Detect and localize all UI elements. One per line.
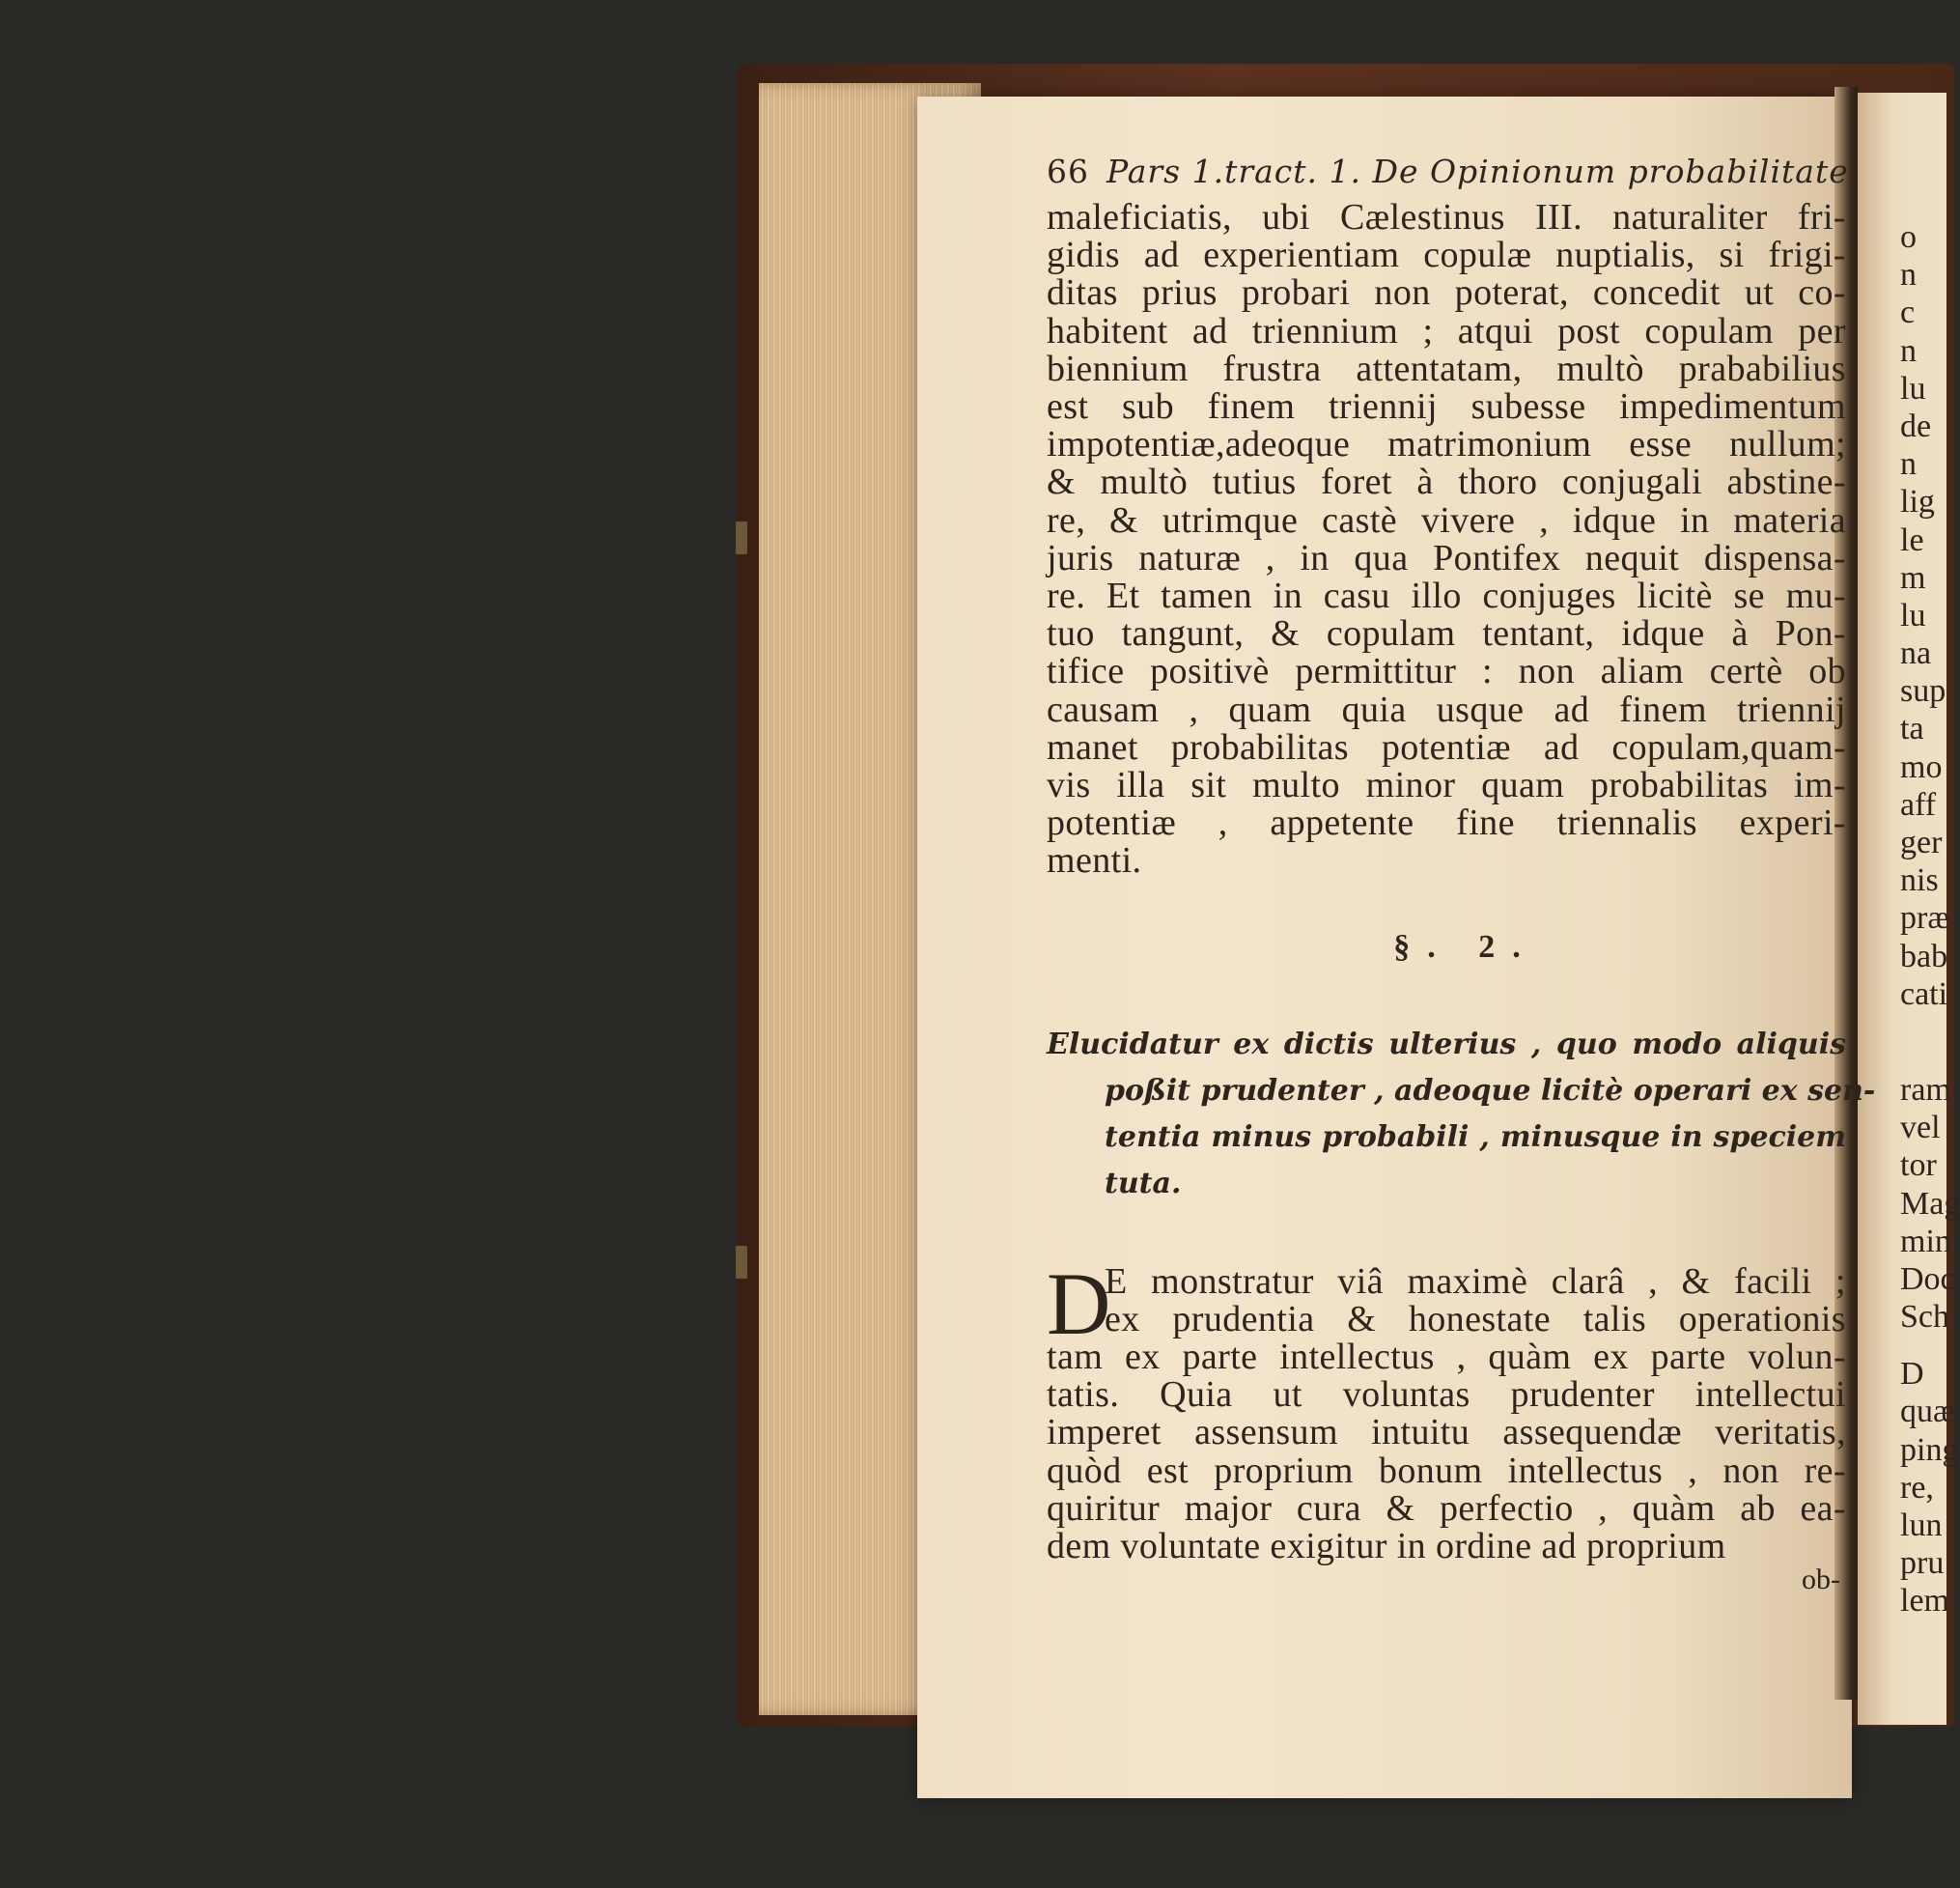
paragraph-line: E monstratur viâ maximè clarâ , & facili ; [1105,1260,1846,1302]
body-line: vis illa sit multo minor quam probabilitas im- [1047,765,1846,806]
facing-page-fragment: min [1900,1223,1951,1259]
clasp-upper [736,521,747,554]
paragraph-line: tam ex parte intellectus , quàm ex parte volun- [1047,1337,1846,1378]
body-line: tuo tangunt, & copulam tentant, idque à Pon- [1047,613,1846,655]
facing-page-fragment: ger [1900,825,1943,860]
facing-page-fragment: aff [1900,786,1937,823]
body-line: & multò tutius foret à thoro conjugali abstine- [1047,462,1846,503]
running-title: Pars 1.tract. 1. De Opinionum probabilitate [1106,153,1849,190]
body-line: menti. [1047,840,1142,882]
heading-line: tentia minus probabili , minusque in speciem [1105,1119,1846,1154]
heading-line: Elucidatur ex dictis ulterius , quo modo aliquis [1047,1027,1846,1061]
paragraph-line: dem voluntate exigitur in ordine ad proprium [1047,1526,1726,1567]
body-line: habitent ad triennium ; atqui post copulam per [1047,310,1846,352]
body-line: ditas prius probari non poterat, concedit ut co- [1047,272,1846,314]
facing-page-fragment: Doc [1900,1260,1955,1297]
body-line: re, & utrimque castè vivere , idque in materia [1047,499,1846,541]
paragraph-line: quiritur major cura & perfectio , quàm ab ea- [1047,1487,1846,1529]
facing-page-fragment: tor [1900,1147,1937,1184]
facing-page-fragment: lem [1900,1583,1949,1620]
page-number: 66 [1047,153,1089,190]
facing-page-fragment: de [1900,408,1932,444]
paragraph [1047,1254,1846,1596]
section-mark: §. 2. [1393,928,1538,965]
catchword: ob- [1802,1564,1840,1596]
paragraph-lines [1047,1254,1846,1567]
facing-page-fragment: lig [1900,484,1935,521]
body-line: est sub finem triennij subesse impedimentum [1047,386,1846,428]
facing-page-fragment: Sch [1900,1299,1949,1336]
facing-page-fragment: ta [1900,711,1924,747]
body-line: tifice positivè permittitur : non aliam certè ob [1047,651,1846,692]
spacer [1900,1336,1943,1355]
body-text [1047,199,1846,881]
body-line: biennium frustra attentatam, multò prababilius [1047,348,1846,389]
facing-page-fragment: nis [1900,862,1939,899]
facing-page-fragment: re, [1900,1469,1934,1506]
facing-page-fragment: pru [1900,1545,1945,1582]
facing-page-text [1900,218,1960,1620]
running-head [1047,153,1849,199]
facing-page-fragment: ping [1900,1431,1959,1468]
facing-page-fragment: mo [1900,748,1943,785]
paragraph-line: tatis. Quia ut voluntas prudenter intellectui [1047,1374,1846,1416]
facing-page-fragment: m [1900,559,1926,596]
facing-page-fragment: na [1900,635,1932,672]
facing-page-fragment: c [1900,295,1916,331]
paragraph-line: ex prudentia & honestate talis operationis [1105,1298,1846,1339]
facing-page-fragment: n [1900,446,1917,483]
facing-page-fragment: cati [1900,975,1948,1012]
facing-page-fragment: D [1900,1356,1924,1393]
paragraph-line: imperet assensum intuitu assequendæ veritatis, [1047,1412,1846,1453]
heading-line: poßit prudenter , adeoque licitè operari ex sen- [1105,1073,1876,1108]
body-line: maleficiatis, ubi Cælestinus III. naturaliter fri- [1047,197,1846,238]
body-line: causam , quam quia usque ad finem triennij [1047,689,1846,730]
facing-page-fragment: n [1900,257,1917,294]
facing-page-fragment: sup [1900,673,1946,710]
body-line: potentiæ , appetente fine triennalis experi- [1047,803,1846,844]
facing-page-fragment: præ [1900,900,1949,937]
facing-page-fragment: o [1900,219,1917,255]
facing-page-fragment: bab [1900,938,1948,974]
spacer [1900,1013,1943,1071]
facing-page-fragment: n [1900,332,1917,369]
heading-line: tuta. [1105,1166,1182,1200]
facing-page-fragment: vel [1900,1110,1941,1146]
left-page-text [1047,153,1876,1596]
paragraph-line: quòd est proprium bonum intellectus , non re- [1047,1450,1846,1491]
section-heading [1047,1022,1876,1207]
body-line: gidis ad experientiam copulæ nuptialis, si frigi- [1047,235,1846,276]
facing-page-fragment: le [1900,521,1924,558]
facing-page-fragment: ram [1900,1071,1951,1108]
facing-page-fragment: Mag [1900,1185,1960,1222]
body-line: re. Et tamen in casu illo conjuges licitè se mu- [1047,576,1846,617]
facing-page-fragment: lu [1900,370,1926,407]
body-line: manet probabilitas potentiæ ad copulam,quam- [1047,726,1846,768]
body-line: juris naturæ , in qua Pontifex nequit dispensa- [1047,537,1846,578]
clasp-lower [736,1246,747,1279]
facing-page-fragment: lun [1900,1508,1943,1543]
body-line: impotentiæ,adeoque matrimonium esse nullum; [1047,424,1846,465]
drop-cap: D [1047,1254,1111,1353]
facing-page-fragment: lu [1900,597,1926,634]
facing-page-fragment: quæ [1900,1394,1955,1430]
